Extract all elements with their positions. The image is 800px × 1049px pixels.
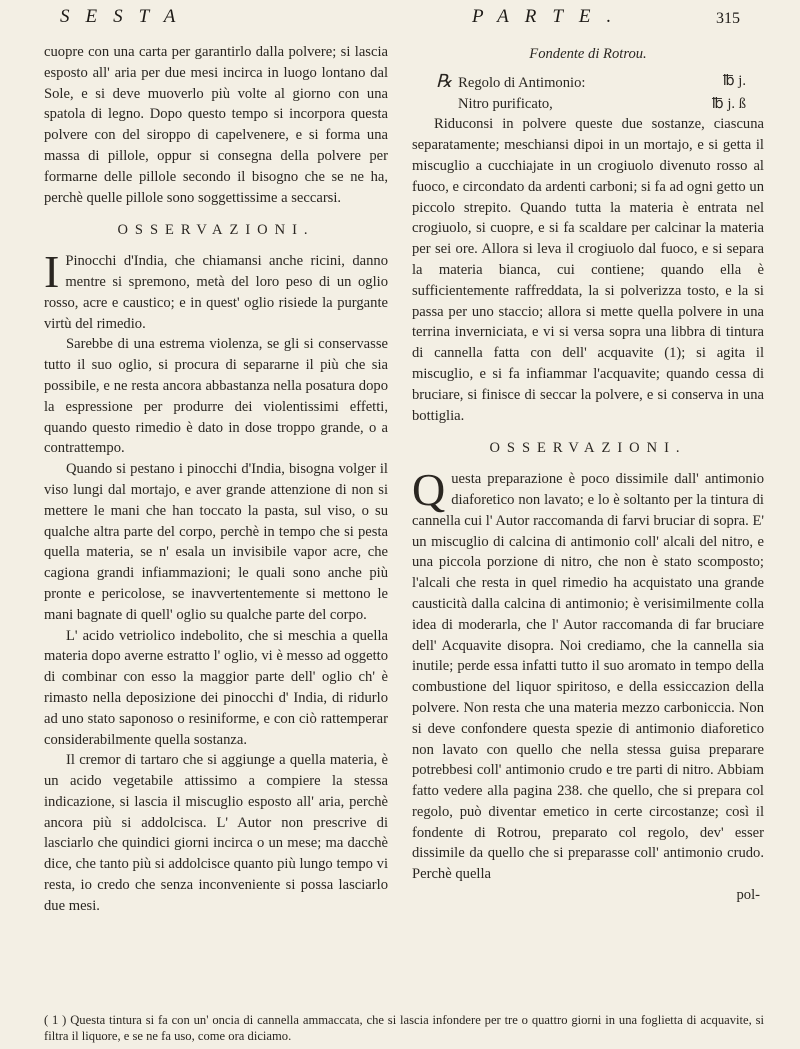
drop-capital-q: Q [412, 464, 446, 516]
section-heading-left: OSSERVAZIONI. [117, 222, 315, 239]
observation-paragraph-1 [44, 246, 388, 334]
observation-paragraph-3: Quando si pestano i pinocchi d'India, bisogna volger il viso lungi dal mortajo, e aver grande attenzione di non si mettere le mani che han toccato la pasta, sul viso, o su qualche altra parte del corpo, perchè in tempo che si pesta quella materia, se n' esala un invisibile vapor acre, che cagiona grandi infiammazioni; le quali sono anche più pronte e pericolose, se inavvertentemente si mettono le mani bagnate di quell' oglio su qualche parte del corpo. [44, 461, 388, 623]
catchword: pol- [736, 887, 760, 904]
running-head-right: PARTE. [472, 6, 628, 27]
recipe-symbol: ℞ [436, 70, 453, 91]
recipe-line-1 [436, 71, 764, 94]
ingredient-name: Nitro purificato, [458, 95, 553, 112]
recipe-line-2 [436, 94, 764, 115]
right-column [412, 42, 764, 906]
observation-paragraph-right [412, 464, 764, 885]
recipe-instructions: Riduconsi in polvere queste due sostanze, ciascuna separatamente; meschiansi dipoi in un mortajo, e si getta il miscuglio a cucchiajate in un crogiuolo divenuto rosso al fuoco, e circondato da ardenti carboni; si fa ad ogni getto un piccolo strepito. Quando tutta la materia è entrata nel crogiuolo, si cuopre, e si fa scaldare per calcinar la materia per sei ore. Allora si leva il crogiuolo dal fuoco, e si separa la materia bianca, cui contiene; quando ella è sufficientemente raffreddata, la si polverizza tosto, e la si passa per uno staccio; allora si mette quella polvere in una terrina inverniciata, e vi si versa sopra una libbra di tintura di cannella fatta con dell' acquavite (1); si agita il miscuglio, e si fa infiammar l'acquavite; quando cessa di bruciare, si finisce di seccar la polvere, e si conserva in una bottiglia. [412, 116, 764, 424]
continued-paragraph: cuopre con una carta per garantirlo dalla polvere; si lascia esposto all' aria per due mesi incirca in luogo lontano dal Sole, e si deve muoverlo più volte al giorno con una spatola di legno. Dopo questo tempo si incorpora questa polvere con del siroppo di capelvenere, e si forma una massa di pillole, oppur si consegna della polvere per formarne delle pillole secondo il bisogno che se ne ha, perchè quelle pillole sono soggettissime a seccarsi. [44, 44, 388, 206]
running-head-left: SESTA [60, 6, 192, 27]
drop-capital-i: I [44, 246, 60, 298]
observation-paragraph-5: Il cremor di tartaro che si aggiunge a quella materia, è un acido vegetabile attissimo a compiere la stessa indicazione, si lascia il miscuglio esposto all' aria, perchè ancora più si addolcisca. L' Autor non prescrive di lasciarlo che quindici giorni incirca o un mese; ma dacchè dice, che tanto più si addolcisce quanto più lungo tempo vi resta, io credo che senza inconveniente si possa lasciarlo due mesi. [44, 752, 388, 914]
ingredient-quantity: ℔ j. [722, 72, 746, 89]
ingredient-name: Regolo di Antimonio: [458, 74, 586, 91]
left-column [44, 42, 388, 917]
observation-paragraph-2: Sarebbe di una estrema violenza, se gli si conservasse tutto il suo oglio, si procura di separarne il più che sia possibile, e ne resta ancora abbastanza nella posatura dopo la espressione per produrre dei violentissimi effetti, quando questo rimedio è dato in dose troppo grande, o a contrattempo. [44, 336, 388, 457]
footnote: ( 1 ) Questa tintura si fa con un' oncia di cannella ammaccata, che si lascia infondere per tre o quattro giorni in una foglietta di acquavite, si filtra il liquore, e se ne fa uso, come ora diciamo. [44, 1013, 764, 1043]
observation-paragraph-1-text: Pinocchi d'India, che chiamansi anche ricini, danno mentre si spremono, metà del loro peso di un oglio rosso, acre e caustico; e in quest' oglio risiede la purgante virtù del rimedio. [44, 253, 388, 332]
observation-paragraph-4: L' acido vetriolico indebolito, che si meschia a quella materia dopo averne estratto l' oglio, vi è messo ad oggetto di combinar con esso la maggior parte dell' oglio ch' è rimasto nella deposizione dei pinocchi d' India, di ridurlo ad uno stato saponoso o resiniforme, e con ciò rattemperar considerabilmente quella sostanza. [44, 627, 388, 748]
recipe-ingredients [436, 71, 764, 115]
observation-paragraph-right-text: uesta preparazione è poco dissimile dall' antimonio diaforetico non lavato; e lo è soltanto per la tintura di cannella cui l' Autor raccomanda di farvi bruciar di sopra. E' un miscuglio di calcina di antimonio coll' alcali del nitro, e una piccola porzione di nitro, che non è stato scomposto; l'alcali che resta in quel rimedio ha acquistato una grande causticità dalla calcina di antimonio; è verisimilmente colla idea di moderarla, che l' Autor raccomanda di far bruciare dell' Acquavite disopra. Noi crediamo, che la cannella sia inutile; perde essa infatti tutto il suo aromato in tempo della combustione del liquor spiritoso, e della essiccazion della polvere. Non resta che una materia mezzo carboniccia. Non si deve confondere questa spezie di antimonio diaforetico non lavato con quello che nella stessa guisa preparare potrebbesi coll' antimonio crudo e tre parti di nitro. Abbiam fatto vedere alla pagina 238. che quello, che si prepara col regolo, può diventar emetico in certe circostanze; così il fondente di Rotrou, preparato col regolo, dev' esser dissimile da quello che si preparasse coll' antimonio crudo. Perchè quella [412, 471, 764, 883]
running-head [60, 6, 740, 40]
section-heading-right: OSSERVAZIONI. [489, 440, 687, 457]
page-number: 315 [716, 10, 740, 27]
recipe-title: Fondente di Rotrou. [529, 46, 647, 62]
ingredient-quantity: ℔ j. ß [711, 95, 746, 112]
